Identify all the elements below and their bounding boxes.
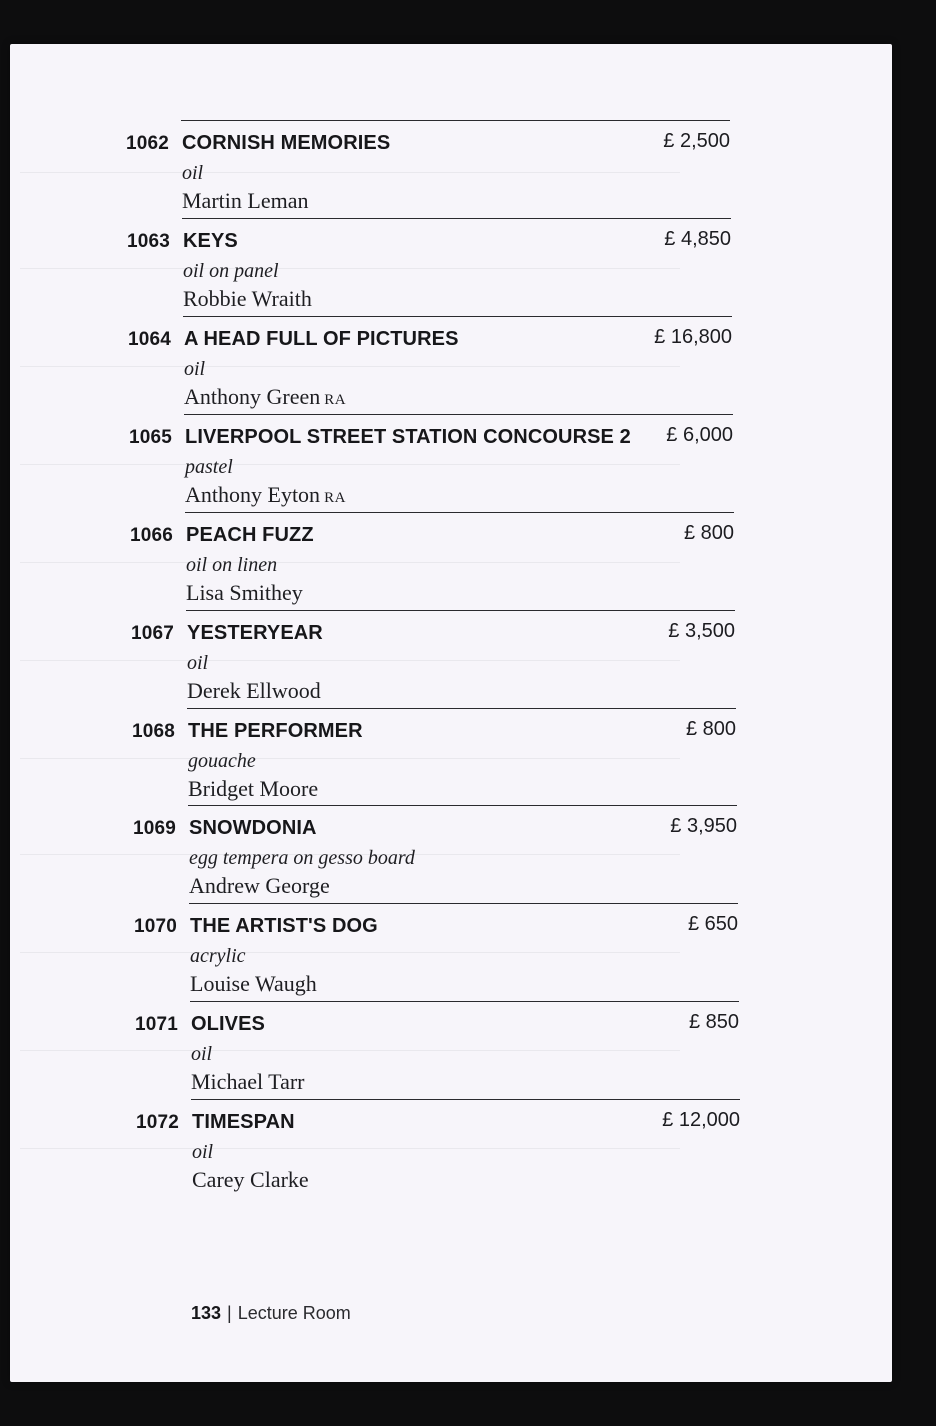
artwork-medium: acrylic — [190, 945, 246, 967]
lot-number: 1062 — [126, 133, 170, 154]
artwork-medium: oil — [191, 1043, 213, 1065]
footer-separator: | — [227, 1303, 232, 1323]
artwork-price: £ 16,800 — [654, 326, 732, 348]
artwork-title: A HEAD FULL OF PICTURES — [184, 328, 459, 350]
artwork-title: KEYS — [183, 230, 238, 252]
artist-honour: RA — [324, 392, 347, 408]
entry-divider — [190, 1001, 739, 1002]
artist-name: Bridget Moore — [188, 776, 319, 801]
catalogue-entry — [136, 1099, 740, 1195]
entry-divider — [185, 512, 734, 513]
catalogue-entry — [135, 1001, 739, 1097]
artwork-title: CORNISH MEMORIES — [182, 132, 391, 154]
artist-name: Derek Ellwood — [187, 678, 321, 703]
artist-honour: RA — [324, 490, 346, 506]
artist-name: Anthony Eyton RA — [185, 482, 346, 507]
lot-number: 1068 — [132, 721, 176, 742]
artwork-title: LIVERPOOL STREET STATION CONCOURSE 2 — [185, 426, 631, 448]
artist-name: Martin Leman — [182, 188, 309, 213]
artwork-price: £ 6,000 — [666, 424, 733, 446]
artist-name: Louise Waugh — [190, 971, 317, 996]
lot-number: 1064 — [128, 329, 172, 350]
artwork-price: £ 650 — [687, 913, 738, 935]
artwork-title: PEACH FUZZ — [186, 524, 314, 546]
artwork-medium: oil — [182, 162, 204, 184]
catalogue-entry — [130, 512, 734, 608]
artwork-price: £ 12,000 — [662, 1109, 740, 1131]
artwork-medium: oil on panel — [183, 260, 279, 282]
artwork-price: £ 800 — [683, 522, 734, 544]
artwork-title: YESTERYEAR — [187, 622, 323, 644]
artist-name: Michael Tarr — [191, 1069, 305, 1094]
entry-divider — [187, 708, 736, 709]
artwork-medium: oil — [192, 1141, 214, 1163]
entry-divider — [183, 316, 732, 317]
lot-number: 1070 — [134, 916, 178, 937]
artist-name: Carey Clarke — [192, 1167, 309, 1192]
entry-divider — [181, 120, 730, 121]
artwork-medium: egg tempera on gesso board — [189, 847, 415, 869]
page-number: 133 — [191, 1303, 222, 1323]
catalogue-entry — [127, 218, 731, 314]
entry-divider — [182, 218, 731, 219]
artwork-title: TIMESPAN — [192, 1111, 295, 1133]
catalogue-entry — [128, 316, 732, 412]
lot-number: 1069 — [133, 818, 177, 839]
artwork-title: OLIVES — [191, 1013, 265, 1035]
artist-name: Lisa Smithey — [186, 580, 303, 605]
artwork-price: £ 3,950 — [670, 815, 737, 837]
lot-number: 1072 — [136, 1112, 180, 1133]
catalogue-entry — [131, 610, 735, 706]
artwork-medium: oil — [184, 358, 206, 380]
lot-number: 1067 — [131, 623, 175, 644]
artwork-price: £ 2,500 — [663, 130, 730, 152]
catalogue-entry — [134, 903, 738, 999]
artwork-price: £ 3,500 — [668, 620, 735, 642]
entry-divider — [189, 903, 738, 904]
artwork-price: £ 800 — [685, 718, 736, 740]
artist-name: Robbie Wraith — [183, 286, 312, 311]
entry-divider — [186, 610, 735, 611]
artwork-medium: oil on linen — [186, 554, 278, 576]
lot-number: 1065 — [129, 427, 173, 448]
catalogue-entry — [129, 414, 733, 510]
artwork-title: THE ARTIST'S DOG — [190, 915, 378, 937]
artwork-title: SNOWDONIA — [189, 817, 317, 839]
catalogue-entry — [133, 805, 737, 901]
lot-number: 1063 — [127, 231, 171, 252]
entry-divider — [184, 414, 733, 415]
artwork-price: £ 4,850 — [664, 228, 731, 250]
artist-name: Andrew George — [189, 873, 330, 898]
entry-divider — [188, 805, 737, 806]
page-footer — [191, 1303, 351, 1324]
artwork-price: £ 850 — [688, 1011, 739, 1033]
catalogue-page — [10, 44, 892, 1382]
artwork-medium: pastel — [185, 456, 233, 478]
lot-number: 1066 — [130, 525, 174, 546]
section-name: Lecture Room — [237, 1303, 351, 1323]
artwork-medium: oil — [187, 652, 209, 674]
artwork-title: THE PERFORMER — [188, 720, 363, 742]
artist-name: Anthony Green RA — [184, 384, 347, 409]
catalogue-entry — [132, 708, 736, 804]
artwork-medium: gouache — [188, 750, 256, 772]
entry-divider — [191, 1099, 740, 1100]
catalogue-entry — [126, 120, 730, 216]
lot-number: 1071 — [135, 1014, 179, 1035]
